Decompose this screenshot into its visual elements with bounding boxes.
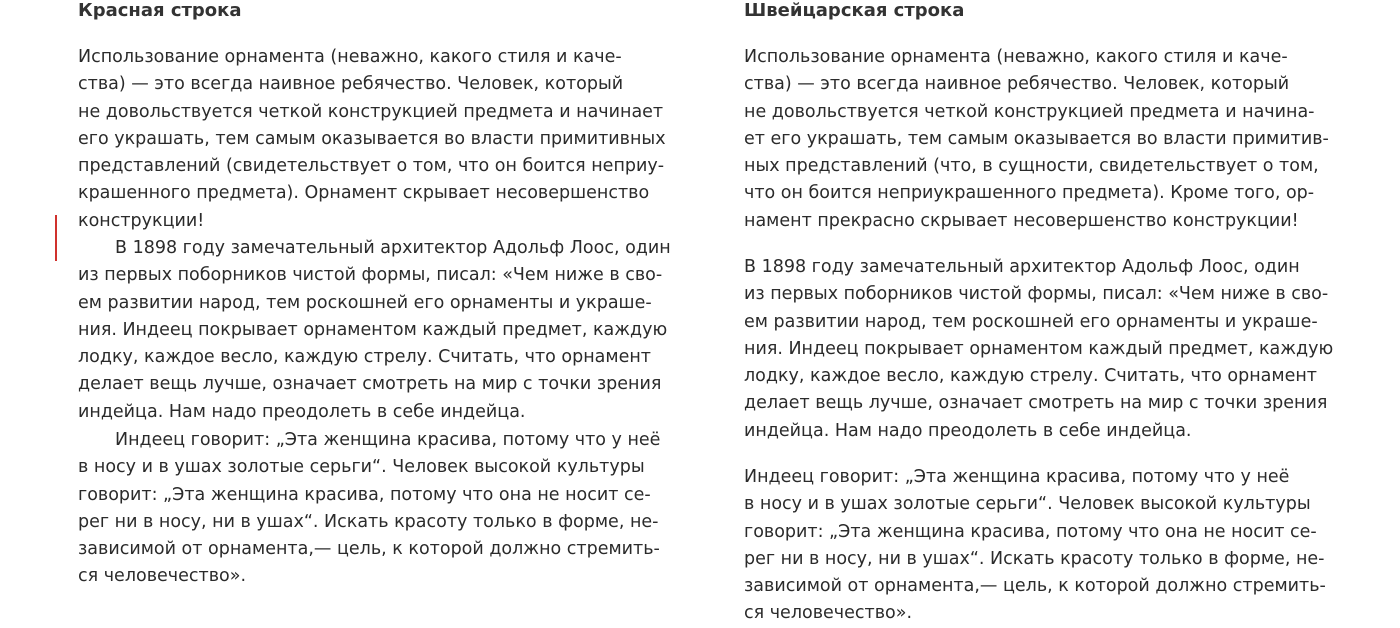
- text-line: не довольствуется четкой конструкцией предмета и начинает: [78, 101, 664, 122]
- text-line: ем развитии народ, тем роскошней его орнаменты и украше-: [78, 292, 652, 313]
- text-line: из первых поборников чистой формы, писал: «Чем ниже в сво-: [78, 265, 663, 286]
- column-heading: Швейцарская строка: [744, 0, 965, 21]
- text-line: ства) — это всегда наивное ребячество. Человек, который: [78, 74, 624, 95]
- text-line: Использование орнамента (неважно, какого стиля и каче-: [744, 47, 1288, 67]
- text-line: делает вещь лучше, означает смотреть на мир с точки зрения: [744, 393, 1328, 414]
- text-line: в носу и в ушах золотые серьги“. Человек высокой культуры: [744, 494, 1311, 515]
- paragraph: [78, 427, 660, 591]
- text-line: Индеец говорит: „Эта женщина красива, потому что у неё: [744, 467, 1290, 487]
- text-line: говорит: „Эта женщина красива, потому что она не носит се-: [744, 521, 1317, 542]
- text-line: из первых поборников чистой формы, писал: «Чем ниже в сво-: [744, 284, 1329, 305]
- text-line: крашенного предмета). Орнамент скрывает несовершенство: [78, 183, 650, 204]
- text-line: Использование орнамента (неважно, какого стиля и каче-: [78, 47, 622, 67]
- text-line: в носу и в ушах золотые серьги“. Человек высокой культуры: [78, 457, 645, 478]
- paragraph: [78, 44, 666, 235]
- paragraph-indent-marker: [55, 215, 57, 261]
- text-line: В 1898 году замечательный архитектор Адольф Лоос, один: [115, 238, 671, 258]
- text-line: ния. Индеец покрывает орнаментом каждый предмет, каждую: [78, 319, 668, 340]
- paragraph: [744, 44, 1329, 235]
- text-line: ет его украшать, тем самым оказывается во власти примитив-: [744, 128, 1329, 149]
- text-line: лодку, каждое весло, каждую стрелу. Считать, что орнамент: [78, 347, 651, 368]
- text-line: говорит: „Эта женщина красива, потому что она не носит се-: [78, 484, 651, 505]
- text-line: его украшать, тем самым оказывается во власти примитивных: [78, 128, 666, 149]
- text-line: лодку, каждое весло, каждую стрелу. Считать, что орнамент: [744, 366, 1317, 387]
- text-line: индейца. Нам надо преодолеть в себе индейца.: [744, 420, 1192, 441]
- text-line: ства) — это всегда наивное ребячество. Человек, который: [744, 74, 1290, 95]
- paragraph: [744, 464, 1326, 628]
- text-line: ем развитии народ, тем роскошней его орнаменты и украше-: [744, 311, 1318, 332]
- paragraph: [78, 235, 671, 426]
- paragraph: [744, 254, 1333, 445]
- text-line: зависимой от орнамента,— цель, к которой должно стремить-: [78, 539, 660, 560]
- text-line: индейца. Нам надо преодолеть в себе индейца.: [78, 401, 526, 422]
- text-line: не довольствуется четкой конструкцией предмета и начина-: [744, 101, 1315, 122]
- text-line: ных представлений (что, в сущности, свидетельствует о том,: [744, 156, 1319, 177]
- text-line: Индеец говорит: „Эта женщина красива, потому что у неё: [115, 430, 661, 450]
- text-line: рег ни в носу, ни в ушах“. Искать красоту только в форме, не-: [78, 511, 659, 532]
- text-line: что он боится неприукрашенного предмета). Кроме того, ор-: [744, 183, 1315, 204]
- text-line: зависимой от орнамента,— цель, к которой должно стремить-: [744, 576, 1326, 597]
- text-line: делает вещь лучше, означает смотреть на мир с точки зрения: [78, 374, 662, 395]
- text-line: намент прекрасно скрывает несовершенство конструкции!: [744, 210, 1299, 231]
- column-heading: Красная строка: [78, 0, 242, 21]
- text-line: ся человечество».: [744, 603, 913, 624]
- text-line: представлений (свидетельствует о том, что он боится неприу-: [78, 156, 665, 177]
- text-line: конструкции!: [78, 210, 205, 231]
- text-line: В 1898 году замечательный архитектор Адольф Лоос, один: [744, 257, 1300, 277]
- text-line: ния. Индеец покрывает орнаментом каждый предмет, каждую: [744, 338, 1334, 359]
- text-line: рег ни в носу, ни в ушах“. Искать красоту только в форме, не-: [744, 548, 1325, 569]
- text-line: ся человечество».: [78, 566, 247, 587]
